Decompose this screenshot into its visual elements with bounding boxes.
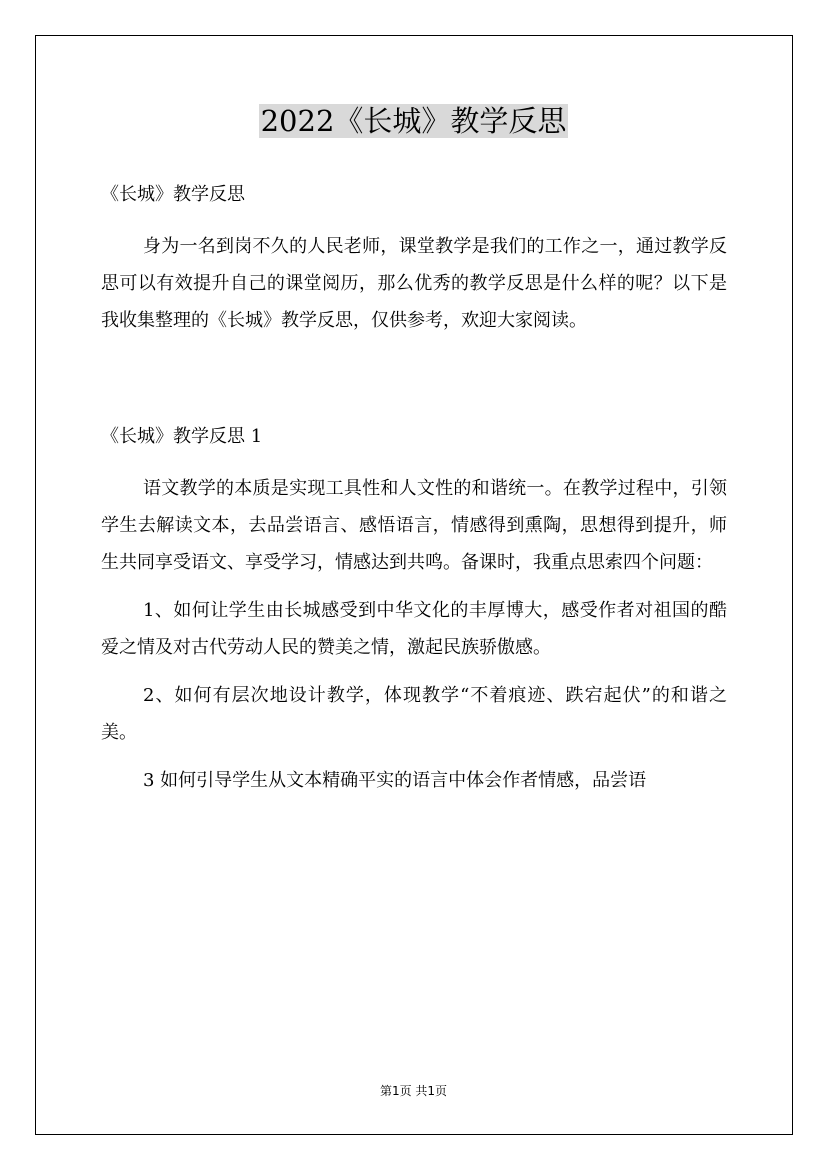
body-paragraph-3: 2、如何有层次地设计教学，体现教学“不着痕迹、跌宕起伏”的和谐之美。 <box>101 685 727 743</box>
document-body <box>101 176 727 799</box>
document-subtitle: 《长城》教学反思 <box>101 184 245 205</box>
intro-paragraph: 身为一名到岗不久的人民老师，课堂教学是我们的工作之一，通过教学反思可以有效提升自己的课堂阅历，那么优秀的教学反思是什么样的呢？以下是我收集整理的《长城》教学反思，仅供参考，欢迎大家阅读。 <box>101 236 727 331</box>
page-footer: 第1页 共1页 <box>379 1084 448 1098</box>
body-paragraph-1: 语文教学的本质是实现工具性和人文性的和谐统一。在教学过程中，引领学生去解读文本，去品尝语言、感悟语言，情感得到熏陶，思想得到提升，师生共同享受语文、享受学习，情感达到共鸣。备课时，我重点思索四个问题： <box>101 478 727 573</box>
body-paragraph-2: 1、如何让学生由长城感受到中华文化的丰厚博大，感受作者对祖国的酷爱之情及对古代劳动人民的赞美之情，激起民族骄傲感。 <box>101 600 727 658</box>
document-title-text: 2022《长城》教学反思 <box>260 104 567 138</box>
section-title: 《长城》教学反思 1 <box>101 426 263 447</box>
body-paragraph-4: 3 如何引导学生从文本精确平实的语言中体会作者情感，品尝语 <box>143 770 647 791</box>
document-title <box>0 100 827 142</box>
